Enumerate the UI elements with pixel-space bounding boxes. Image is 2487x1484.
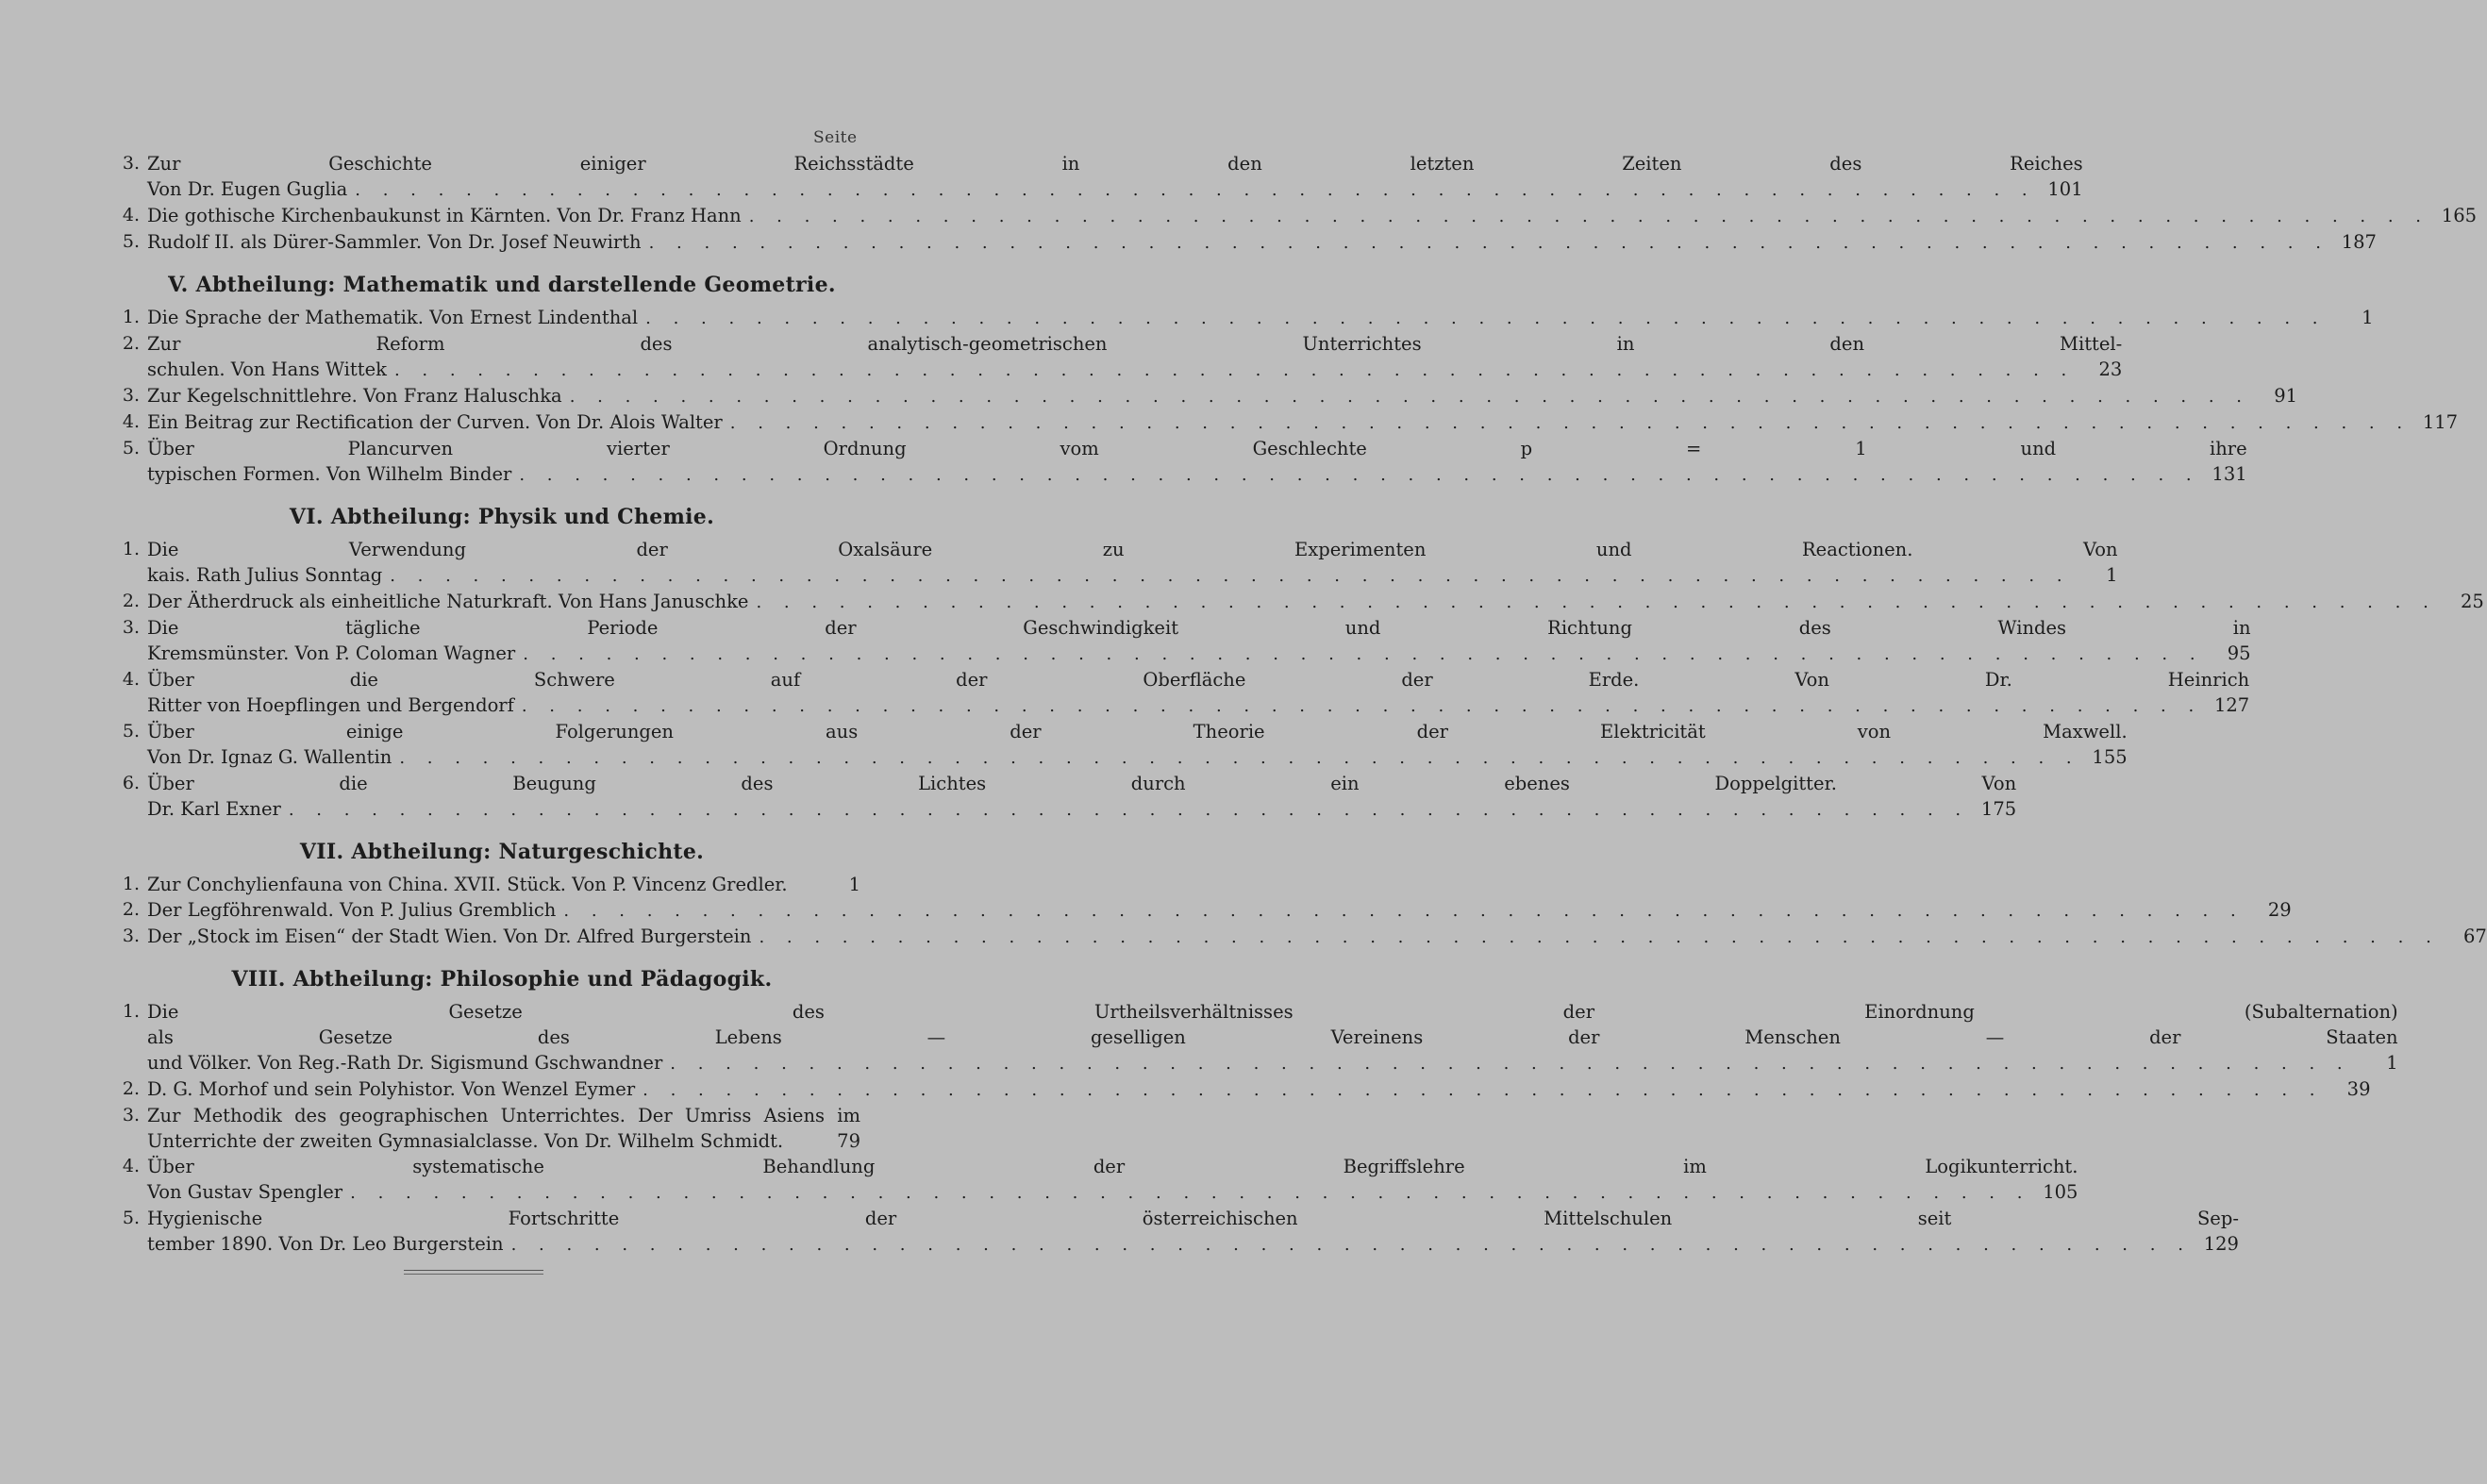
entry-number: 5. (122, 721, 140, 742)
entry-body (147, 589, 2484, 615)
dot-leader (394, 358, 2075, 383)
entry-line: Über die Beugung des Lichtes durch ein ebenes Doppelgitter. Von (147, 773, 2017, 794)
entry-last-line (147, 1050, 2398, 1076)
toc-entry (106, 667, 2250, 719)
entry-line: Über systematische Behandlung der Begriffslehre im Logikunterricht. (147, 1156, 2078, 1177)
section-heading: VI. Abtheilung: Physik und Chemie. (289, 505, 715, 529)
entry-body (147, 203, 2477, 229)
dot-leader (759, 925, 2439, 950)
entry-line: als Gesetze des Lebens — geselligen Vereinens der Menschen — der Staaten (147, 1026, 2398, 1048)
page-number: 39 (2346, 1078, 2371, 1100)
entry-number: 1. (122, 307, 140, 327)
page-number: 127 (2213, 694, 2250, 716)
entry-number: 6. (122, 773, 140, 793)
dot-leader (645, 306, 2326, 331)
entry-last-line (147, 176, 2083, 203)
entry-title-text: Unterrichte der zweiten Gymnasialclasse. Von Dr. Wilhelm Schmidt. (147, 1130, 784, 1152)
toc-entry (106, 331, 2123, 383)
page-number: 155 (2092, 746, 2128, 768)
toc-entry (106, 383, 2298, 409)
entry-number: 4. (122, 669, 140, 690)
page-number: 95 (2227, 642, 2251, 664)
entry-number: 2. (122, 1078, 140, 1099)
entry-title-text: D. G. Morhof und sein Polyhistor. Von Wenzel Eymer (147, 1078, 636, 1100)
entry-line: Über die Schwere auf der Oberfläche der Erde. Von Dr. Heinrich (147, 669, 2250, 691)
toc-entry (106, 589, 2484, 615)
entry-last-line (147, 357, 2122, 383)
entry-line: Die Gesetze des Urtheilsverhältnisses der Einordnung (Subalternation) (147, 1001, 2398, 1023)
toc-entry (106, 1154, 2078, 1206)
entry-number: 2. (122, 591, 140, 611)
entry-body (147, 331, 2122, 383)
entry-number: 2. (122, 333, 140, 354)
entry-body (147, 1103, 860, 1154)
entry-last-line (147, 924, 2487, 950)
dot-leader (563, 898, 2244, 924)
toc-entry (106, 872, 860, 897)
entry-title-text: Ritter von Hoepflingen und Bergendorf (147, 694, 514, 716)
page-number: 67 (2462, 925, 2487, 947)
toc-entry (106, 719, 2128, 771)
entry-title-text: Der Legföhrenwald. Von P. Julius Gremblich (147, 899, 557, 921)
entry-number: 3. (122, 925, 140, 946)
entry-last-line (147, 1076, 2371, 1103)
dot-leader (519, 462, 2199, 488)
toc-entry (106, 305, 2374, 331)
entry-line: Zur Geschichte einiger Reichsstädte in den letzten Zeiten des Reiches (147, 153, 2083, 175)
page-number: 117 (2422, 411, 2459, 433)
entry-last-line (147, 1179, 2078, 1206)
toc-entry (106, 203, 2478, 229)
entry-body (147, 897, 2292, 924)
entry-body (147, 1206, 2239, 1258)
page-number: 129 (2203, 1233, 2239, 1255)
entry-body (147, 151, 2083, 203)
entry-last-line (147, 744, 2128, 771)
page-number: 29 (2267, 899, 2292, 921)
page-number: 79 (837, 1130, 860, 1152)
table-of-contents (106, 151, 2487, 1258)
entry-number: 2. (122, 899, 140, 920)
page-number: 1 (2106, 564, 2118, 586)
page-number: 1 (2386, 1052, 2398, 1074)
entry-title-text: Von Dr. Eugen Guglia (147, 178, 348, 200)
dot-leader (570, 384, 2250, 409)
entry-line: Die tägliche Periode der Geschwindigkeit und Richtung des Windes in (147, 617, 2251, 639)
dot-leader (670, 1051, 2350, 1076)
entry-last-line (147, 305, 2374, 331)
entry-last-line (147, 1231, 2239, 1258)
entry-last-line (147, 589, 2484, 615)
entry-title-text: Von Dr. Ignaz G. Wallentin (147, 746, 392, 768)
dot-leader (649, 230, 2329, 256)
page-number: 23 (2098, 358, 2123, 380)
entry-title-text: schulen. Von Hans Wittek (147, 358, 387, 380)
dot-leader (355, 177, 2035, 203)
entry-body (147, 771, 2016, 823)
dot-leader (643, 1077, 2323, 1103)
entry-number: 1. (122, 539, 140, 559)
page-number: 105 (2043, 1181, 2078, 1203)
entry-number: 5. (122, 438, 140, 459)
entry-title-text: Die gothische Kirchenbaukunst in Kärnten. Von Dr. Franz Hann (147, 205, 742, 226)
entry-body (147, 305, 2374, 331)
entry-last-line (147, 1128, 860, 1154)
toc-entry (106, 436, 2247, 488)
entry-title-text: und Völker. Von Reg.-Rath Dr. Sigismund Gschwandner (147, 1052, 663, 1074)
toc-entry (106, 1076, 2371, 1103)
entry-body (147, 924, 2487, 950)
entry-line: Über Plancurven vierter Ordnung vom Geschlechte p = 1 und ihre (147, 438, 2247, 459)
entry-body (147, 383, 2297, 409)
dot-leader (289, 797, 1969, 823)
toc-entry (106, 151, 2083, 203)
dot-leader (511, 1232, 2192, 1258)
entry-body (147, 615, 2251, 667)
page-number: 25 (2460, 591, 2484, 612)
entry-last-line (147, 641, 2251, 667)
entry-title-text: Dr. Karl Exner (147, 798, 281, 820)
toc-entry (106, 229, 2377, 256)
toc-entry (106, 1103, 860, 1154)
entry-last-line (147, 796, 2016, 823)
entry-number: 1. (122, 1001, 140, 1022)
dot-leader (523, 642, 2203, 667)
page-number: 101 (2047, 178, 2083, 200)
entry-title-text: Die Sprache der Mathematik. Von Ernest Lindenthal (147, 307, 639, 328)
entry-body (147, 719, 2128, 771)
entry-number: 5. (122, 1208, 140, 1228)
page-number: 1 (2362, 307, 2374, 328)
toc-entry (106, 897, 2292, 924)
entry-body (147, 1076, 2371, 1103)
entry-last-line (147, 409, 2458, 436)
dot-leader (756, 590, 2436, 615)
dot-leader (730, 410, 2411, 436)
entry-number: 3. (122, 1105, 140, 1126)
section-heading: VIII. Abtheilung: Philosophie und Pädagogik. (231, 967, 773, 992)
toc-entry (106, 999, 2398, 1076)
dot-leader (749, 204, 2429, 229)
entry-body (147, 229, 2377, 256)
section-heading: V. Abtheilung: Mathematik und darstellende Geometrie. (168, 273, 836, 297)
entry-number: 3. (122, 617, 140, 638)
entry-title-text: Zur Kegelschnittlehre. Von Franz Haluschka (147, 385, 562, 407)
entry-body (147, 436, 2247, 488)
dot-leader (399, 745, 2079, 771)
entry-last-line (147, 897, 2292, 924)
dot-leader (350, 1180, 2030, 1206)
entry-line: Hygienische Fortschritte der österreichischen Mittelschulen seit Sep- (147, 1208, 2239, 1229)
entry-title-text: Ein Beitrag zur Rectification der Curven. Von Dr. Alois Walter (147, 411, 723, 433)
section-heading: VII. Abtheilung: Naturgeschichte. (299, 840, 705, 864)
entry-title-text: kais. Rath Julius Sonntag (147, 564, 383, 586)
entry-number: 4. (122, 205, 140, 225)
entry-last-line (147, 383, 2297, 409)
toc-entry (106, 771, 2017, 823)
entry-line: Die Verwendung der Oxalsäure zu Experimenten und Reactionen. Von (147, 539, 2118, 560)
entry-line: Zur Methodik des geographischen Unterrichtes. Der Umriss Asiens im (147, 1105, 860, 1126)
entry-body (147, 409, 2458, 436)
entry-number: 3. (122, 153, 140, 174)
entry-title-text: Zur Conchylienfauna von China. XVII. Stück. Von P. Vincenz Gredler. (147, 874, 788, 895)
entry-last-line (147, 872, 860, 897)
page-number: 1 (848, 874, 860, 895)
entry-body (147, 1154, 2078, 1206)
entry-body (147, 667, 2249, 719)
page-number: 131 (2212, 463, 2247, 485)
entry-title-text: tember 1890. Von Dr. Leo Burgerstein (147, 1233, 504, 1255)
entry-body (147, 999, 2398, 1076)
entry-last-line (147, 461, 2247, 488)
entry-last-line (147, 203, 2477, 229)
toc-entry (106, 537, 2118, 589)
dot-leader (390, 563, 2070, 589)
toc-entry (106, 409, 2459, 436)
entry-number: 1. (122, 874, 140, 894)
toc-entry (106, 1206, 2239, 1258)
entry-number: 3. (122, 385, 140, 406)
entry-body (147, 872, 860, 897)
entry-line: Über einige Folgerungen aus der Theorie der Elektricität von Maxwell. (147, 721, 2128, 742)
page-number: 175 (1980, 798, 2017, 820)
entry-title-text: Von Gustav Spengler (147, 1181, 343, 1203)
entry-line: Zur Reform des analytisch-geometrischen Unterrichtes in den Mittel- (147, 333, 2123, 355)
toc-entry (106, 615, 2251, 667)
toc-entry (106, 924, 2487, 950)
entry-title-text: Der „Stock im Eisen“ der Stadt Wien. Von Dr. Alfred Burgerstein (147, 925, 752, 947)
entry-number: 5. (122, 231, 140, 252)
entry-title-text: Kremsmünster. Von P. Coloman Wagner (147, 642, 516, 664)
dot-leader (522, 693, 2202, 719)
entry-number: 4. (122, 1156, 140, 1176)
page-number: 91 (2274, 385, 2298, 407)
page-column-label: Seite (813, 128, 858, 147)
entry-title-text: Der Ätherdruck als einheitliche Naturkraft. Von Hans Januschke (147, 591, 749, 612)
closing-rule (404, 1270, 543, 1275)
entry-number: 4. (122, 411, 140, 432)
entry-last-line (147, 229, 2377, 256)
page-number: 165 (2441, 205, 2478, 226)
page-number: 187 (2341, 231, 2377, 253)
entry-title-text: Rudolf II. als Dürer-Sammler. Von Dr. Josef Neuwirth (147, 231, 642, 253)
entry-last-line (147, 692, 2249, 719)
entry-title-text: typischen Formen. Von Wilhelm Binder (147, 463, 512, 485)
entry-body (147, 537, 2118, 589)
entry-last-line (147, 562, 2118, 589)
